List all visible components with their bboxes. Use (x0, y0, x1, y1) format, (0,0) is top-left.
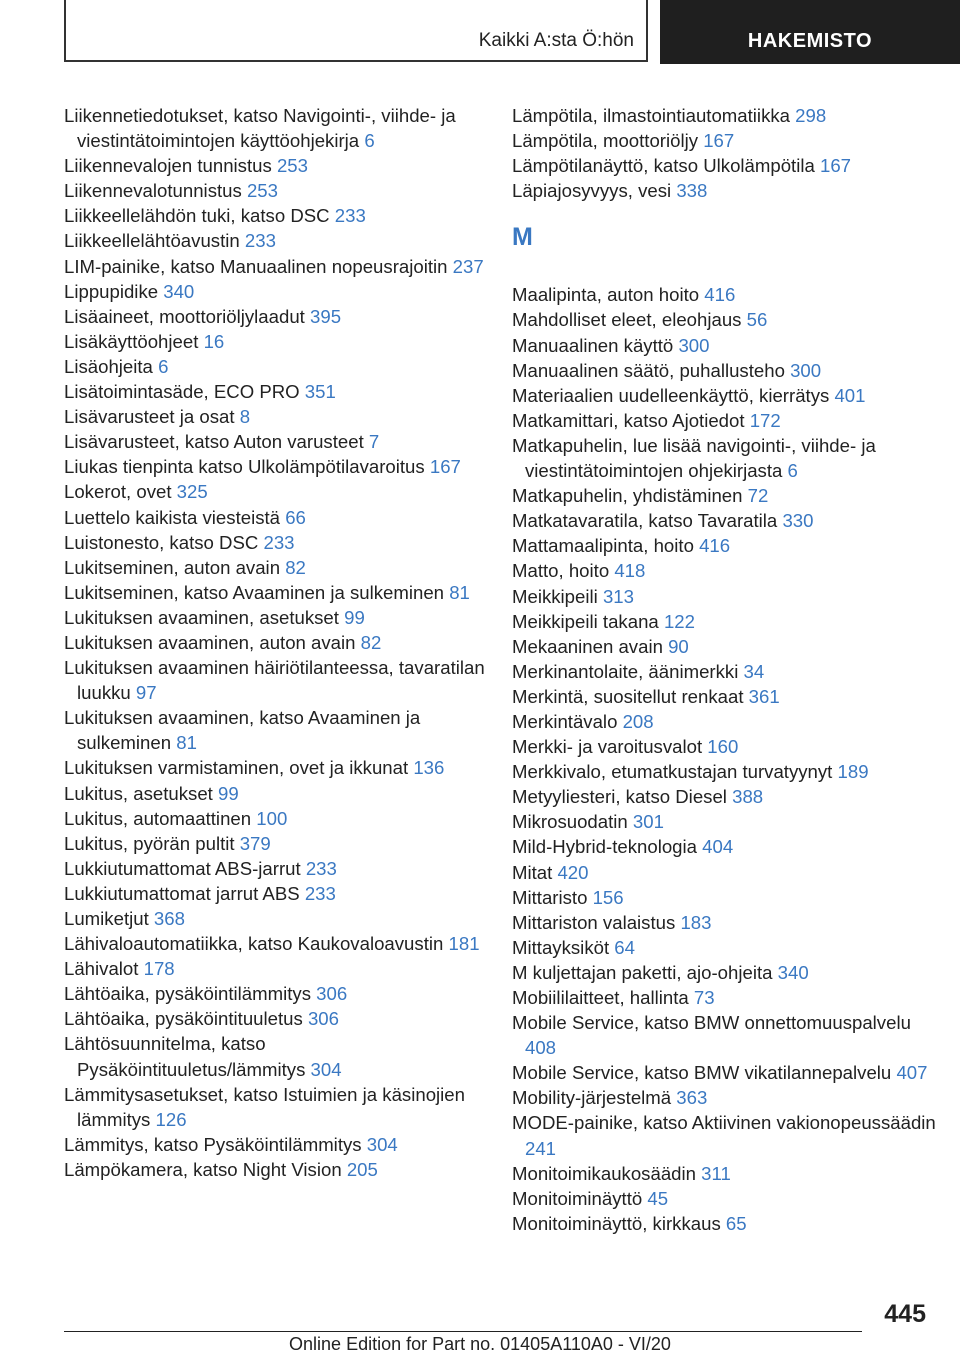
index-entry (512, 759, 942, 784)
page-reference-link[interactable]: 330 (782, 510, 814, 532)
index-entry-text: Mitat (512, 861, 553, 883)
index-entry-text: Lukituksen avaaminen, asetukset (64, 606, 339, 628)
index-entry-text: Lukituksen avaaminen, katso Avaaminen ja sulkeminen (64, 707, 421, 754)
index-entry-text: Lisätoimintasäde, ECO PRO (64, 381, 300, 403)
index-entry (512, 1085, 942, 1110)
index-entry-text: Matkapuhelin, yhdistäminen (512, 485, 743, 507)
page-reference-link[interactable]: 172 (749, 409, 781, 431)
index-entry-text: Luistonesto, katso DSC (64, 531, 259, 553)
page-reference-link[interactable]: 160 (707, 736, 739, 758)
index-entry (64, 1082, 494, 1132)
index-entry-text: Lippupidike (64, 280, 159, 302)
page-reference-link[interactable]: 420 (557, 861, 589, 883)
page-reference-link[interactable]: 361 (748, 685, 780, 707)
index-entry (512, 358, 942, 383)
index-entry (64, 1157, 494, 1182)
header-section-box (64, 0, 648, 62)
index-entry-text: Lämmitys, katso Pysäköintilämmitys (64, 1133, 362, 1155)
index-entry-text: Matkamittari, katso Ajotiedot (512, 409, 745, 431)
index-entry-text: Lisävarusteet, katso Auton varusteet (64, 431, 364, 453)
index-entry (64, 103, 494, 153)
index-entry-text: Lähivaloautomatiikka, katso Kaukovaloavustin (64, 933, 444, 955)
index-entry (64, 1006, 494, 1031)
page-reference-link[interactable]: 306 (307, 1008, 339, 1030)
page-reference-link[interactable]: 205 (346, 1158, 378, 1180)
index-entry-text: Lämpökamera, katso Night Vision (64, 1158, 342, 1180)
index-entry-text: M kuljettajan paketti, ajo-ohjeita (512, 961, 773, 983)
edition-note: Online Edition for Part no. 01405A110A0 - VI/20 (289, 1334, 671, 1354)
index-entry (64, 279, 494, 304)
page-reference-link[interactable]: 178 (143, 958, 175, 980)
index-entry-text: Liikennetiedotukset, katso Navigointi-, viihde- ja viestintätoimintojen käyttöohjekirja (64, 105, 456, 152)
page-reference-link[interactable]: 301 (632, 811, 664, 833)
index-entry-text: Lukkiutumattomat ABS-jarrut (64, 857, 301, 879)
page-reference-link[interactable]: 363 (676, 1087, 708, 1109)
index-entry-text: Mahdolliset eleet, eleohjaus (512, 309, 742, 331)
index-entry-text: Lähtösuunnitelma, katso Pysäköintituuletus/lämmitys (64, 1033, 306, 1080)
page-reference-link[interactable]: 325 (176, 481, 208, 503)
index-entry (64, 906, 494, 931)
index-entry-text: Läpiajosyvyys, vesi (512, 180, 672, 202)
index-entry (512, 935, 942, 960)
index-entry (64, 153, 494, 178)
page-reference-link[interactable]: 313 (602, 585, 634, 607)
index-entry-text: Mobiililaitteet, hallinta (512, 987, 689, 1008)
page-reference-link[interactable]: 233 (304, 882, 336, 904)
page-reference-link[interactable]: 233 (244, 230, 276, 252)
page-reference-link[interactable]: 233 (305, 857, 337, 879)
index-entry-text: Lähtöaika, pysäköintilämmitys (64, 983, 311, 1005)
index-entry-text: Matto, hoito (512, 560, 610, 582)
index-entry (512, 558, 942, 583)
index-entry-text: Luettelo kaikista viesteistä (64, 506, 281, 528)
index-entry (512, 860, 942, 885)
page-reference-link[interactable]: 100 (256, 807, 288, 829)
page-reference-link[interactable]: 136 (413, 757, 445, 779)
index-entry-text: Lisäohjeita (64, 355, 153, 377)
page-reference-link[interactable]: 6 (158, 355, 169, 377)
page-reference-link[interactable]: 90 (668, 635, 689, 657)
index-entry-text: Mekaaninen avain (512, 635, 663, 657)
page-reference-link[interactable]: 300 (790, 359, 822, 381)
index-entry-text: Liikkeellelähdön tuki, katso DSC (64, 205, 330, 227)
chapter-title: HAKEMISTO (747, 30, 873, 52)
page-reference-link[interactable]: 340 (163, 280, 195, 302)
index-entry-text: LIM-painike, katso Manuaalinen nopeusrajoitin (64, 255, 448, 277)
index-entry-text: Merkinantolaite, äänimerkki (512, 660, 739, 682)
index-entry-text: Meikkipeili takana (512, 610, 659, 632)
page-reference-link[interactable]: 404 (702, 836, 734, 858)
page-reference-link[interactable]: 181 (448, 933, 480, 955)
index-entry (512, 1161, 942, 1186)
page-reference-link[interactable]: 82 (360, 631, 382, 653)
index-entry (64, 329, 494, 354)
page-reference-link[interactable]: 126 (155, 1108, 187, 1130)
index-entry-text: Liukas tienpinta katso Ulkolämpötilavaroitus (64, 456, 425, 478)
index-entry-text: Liikennevalotunnistus (64, 180, 242, 202)
index-entry-text: Mattamaalipinta, hoito (512, 535, 694, 557)
index-entry-text: Mobile Service, katso BMW vikatilannepalvelu (512, 1062, 892, 1084)
index-entry (512, 1060, 942, 1085)
index-entry (512, 282, 942, 307)
index-entry (64, 228, 494, 253)
index-entry-text: Lisävarusteet ja osat (64, 406, 235, 428)
index-entry (64, 530, 494, 555)
index-entry (512, 307, 942, 332)
index-letter-heading: M (512, 223, 533, 252)
index-entry (512, 1110, 942, 1160)
index-entry (64, 203, 494, 228)
page-reference-link[interactable]: 233 (263, 531, 295, 553)
index-entry (64, 705, 494, 755)
page-reference-link[interactable]: 253 (276, 155, 308, 177)
index-entry (64, 806, 494, 831)
index-entry (512, 834, 942, 859)
page-reference-link[interactable]: 388 (732, 786, 764, 808)
index-entry-text: Manuaalinen käyttö (512, 334, 674, 356)
index-entry (512, 153, 942, 178)
page-reference-link[interactable]: 82 (285, 556, 306, 578)
index-entry-text: Mild-Hybrid-teknologia (512, 836, 697, 858)
page-reference-link[interactable]: 304 (310, 1058, 342, 1080)
index-entry (64, 304, 494, 329)
page-reference-link[interactable]: 300 (678, 334, 710, 356)
page-reference-link[interactable]: 407 (896, 1062, 928, 1084)
page-reference-link[interactable]: 189 (837, 761, 869, 783)
page-reference-link[interactable]: 338 (676, 180, 708, 202)
index-entry-text: Lähtöaika, pysäköintituuletus (64, 1008, 303, 1030)
index-entry (512, 584, 942, 609)
index-entry (64, 856, 494, 881)
index-entry-text: Matkapuhelin, lue lisää navigointi-, viihde- ja viestintätoimintojen ohjekirjasta (512, 434, 876, 482)
index-entry (64, 379, 494, 404)
index-entry (64, 479, 494, 504)
index-entry-text: Mobile Service, katso BMW onnettomuuspalvelu (512, 1012, 911, 1034)
page-reference-link[interactable]: 156 (592, 886, 624, 908)
index-entry (64, 755, 494, 780)
index-entry (512, 1211, 942, 1236)
page-reference-link[interactable]: 298 (795, 105, 827, 126)
index-entry-text: Lukitus, pyörän pultit (64, 832, 235, 854)
index-entry-text: Materiaalien uudelleenkäyttö, kierrätys (512, 384, 830, 406)
index-entry-text: Lisäkäyttöohjeet (64, 330, 199, 352)
index-entry-text: Manuaalinen säätö, puhallusteho (512, 359, 785, 381)
index-entry-text: Lukituksen avaaminen, auton avain (64, 631, 356, 653)
index-entry-text: Mittayksiköt (512, 936, 610, 958)
index-entry (64, 956, 494, 981)
index-entry (512, 634, 942, 659)
index-entry-text: Mittariston valaistus (512, 911, 676, 933)
index-entry-text: Lukitus, asetukset (64, 782, 213, 804)
index-entry (512, 433, 942, 483)
page-reference-link[interactable]: 73 (693, 987, 715, 1008)
index-entry (64, 178, 494, 203)
index-entry-text: Merkki- ja varoitusvalot (512, 736, 703, 758)
index-entry-text: Liikkeellelähtöavustin (64, 230, 240, 252)
index-entry-text: Matkatavaratila, katso Tavaratila (512, 510, 778, 532)
index-entry (64, 254, 494, 279)
page-reference-link[interactable]: 241 (525, 1137, 557, 1159)
index-entry (64, 454, 494, 479)
index-entry-text: Metyyliesteri, katso Diesel (512, 786, 727, 808)
index-entry-text: Lukituksen avaaminen häiriötilanteessa, tavaratilan luukku (64, 657, 485, 704)
page-reference-link[interactable]: 408 (525, 1037, 557, 1059)
index-entry (64, 354, 494, 379)
index-entry-text: Monitoimikaukosäädin (512, 1162, 696, 1184)
index-entry-text: Lämpötila, moottoriöljy (512, 130, 699, 152)
index-column-right (512, 103, 942, 1236)
index-entry (512, 128, 942, 153)
index-entry (512, 1186, 942, 1211)
page-reference-link[interactable]: 81 (449, 581, 470, 603)
index-entry (64, 505, 494, 530)
page-reference-link[interactable]: 6 (364, 130, 375, 152)
index-entry-text: Lokerot, ovet (64, 481, 172, 503)
index-entry-text: Lämmitysasetukset, katso Istuimien ja käsinojien lämmitys (64, 1083, 465, 1130)
index-entry-text: Meikkipeili (512, 585, 598, 607)
index-entry (64, 881, 494, 906)
index-entry (512, 483, 942, 508)
index-entry-text: Lukitus, automaattinen (64, 807, 252, 829)
page-reference-link[interactable]: 233 (334, 205, 366, 227)
page-reference-link[interactable]: 304 (366, 1133, 398, 1155)
index-entry-text: Lämpötilanäyttö, katso Ulkolämpötila (512, 155, 815, 177)
page-reference-link[interactable]: 6 (787, 460, 798, 482)
page-reference-link[interactable]: 34 (743, 660, 765, 682)
index-group-m (512, 282, 942, 1236)
index-entry (512, 408, 942, 433)
index-entry (64, 831, 494, 856)
index-entry (512, 383, 942, 408)
index-entry-text: Lukituksen varmistaminen, ovet ja ikkunat (64, 757, 409, 779)
page-reference-link[interactable]: 99 (344, 606, 365, 628)
page-reference-link[interactable]: 208 (622, 710, 654, 732)
index-entry (512, 709, 942, 734)
index-entry (512, 659, 942, 684)
index-entry (512, 985, 942, 1010)
index-entry (64, 580, 494, 605)
index-entry (64, 630, 494, 655)
index-entry (64, 781, 494, 806)
page-reference-link[interactable]: 16 (203, 330, 225, 352)
page-reference-link[interactable]: 167 (820, 155, 852, 177)
index-entry (64, 605, 494, 630)
page-reference-link[interactable]: 237 (452, 255, 484, 277)
index-entry-text: Liikennevalojen tunnistus (64, 155, 272, 177)
page-reference-link[interactable]: 64 (614, 936, 635, 958)
index-entry (512, 178, 942, 203)
page-reference-link[interactable]: 253 (246, 180, 278, 202)
page-reference-link[interactable]: 395 (310, 305, 342, 327)
index-entry (64, 1031, 494, 1081)
page-reference-link[interactable]: 122 (663, 610, 695, 632)
index-entry-text: MODE-painike, katso Aktiivinen vakionopeussäädin (512, 1112, 936, 1134)
page-number: 445 (884, 1300, 926, 1328)
index-entry-text: Lukkiutumattomat jarrut ABS (64, 882, 300, 904)
index-entry (512, 809, 942, 834)
page-reference-link[interactable]: 401 (834, 384, 866, 406)
index-entry (512, 684, 942, 709)
index-entry-text: Mikrosuodatin (512, 811, 628, 833)
page-reference-link[interactable]: 351 (304, 381, 336, 403)
page-reference-link[interactable]: 183 (680, 911, 712, 933)
page-reference-link[interactable]: 65 (725, 1212, 747, 1234)
page-reference-link[interactable]: 97 (135, 682, 157, 704)
index-entry (512, 1010, 942, 1060)
index-entry-text: Lämpötila, ilmastointiautomatiikka (512, 105, 790, 126)
section-title: Kaikki A:sta Ö:hön (478, 30, 634, 51)
index-entry (512, 885, 942, 910)
page-reference-link[interactable]: 416 (699, 535, 731, 557)
page-reference-link[interactable]: 7 (368, 431, 380, 453)
index-entry (512, 734, 942, 759)
index-entry-text: Lähivalot (64, 958, 139, 980)
index-entry (512, 960, 942, 985)
page-reference-link[interactable]: 311 (701, 1162, 731, 1184)
index-entry (512, 609, 942, 634)
index-entry (64, 931, 494, 956)
index-entry (512, 533, 942, 558)
index-entry (64, 655, 494, 705)
index-entry (512, 508, 942, 533)
page-reference-link[interactable]: 45 (647, 1187, 669, 1209)
page-reference-link[interactable]: 66 (285, 506, 306, 528)
index-entry-text: Merkintä, suositellut renkaat (512, 685, 744, 707)
page-reference-link[interactable]: 167 (703, 130, 735, 152)
page-reference-link[interactable]: 56 (746, 309, 768, 331)
page-reference-link[interactable]: 167 (429, 456, 461, 478)
page-reference-link[interactable]: 379 (239, 832, 271, 854)
page-reference-link[interactable]: 72 (747, 485, 769, 507)
footer-divider (64, 1331, 862, 1332)
index-entry-text: Lukitseminen, katso Avaaminen ja sulkeminen (64, 581, 445, 603)
index-entry-text: Lumiketjut (64, 908, 149, 929)
index-entry (512, 333, 942, 358)
index-entry (512, 784, 942, 809)
index-entry (64, 1132, 494, 1157)
index-entry (64, 404, 494, 429)
index-entry (512, 910, 942, 935)
page-reference-link[interactable]: 416 (704, 284, 736, 306)
index-entry (512, 103, 942, 128)
page-reference-link[interactable]: 418 (614, 560, 646, 582)
index-column-left (64, 103, 494, 1182)
index-entry (64, 555, 494, 580)
index-entry-text: Monitoiminäyttö, kirkkaus (512, 1212, 721, 1234)
index-entry-text: Mobility-järjestelmä (512, 1087, 672, 1109)
index-entry-text: Lisäaineet, moottoriöljylaadut (64, 305, 305, 327)
page-reference-link[interactable]: 306 (316, 983, 348, 1005)
page-reference-link[interactable]: 8 (239, 406, 251, 428)
index-entry (64, 429, 494, 454)
index-entry-text: Merkintävalo (512, 710, 618, 732)
index-group-l-continued (512, 103, 942, 203)
page-reference-link[interactable]: 99 (218, 782, 239, 804)
index-entry-text: Maalipinta, auton hoito (512, 284, 700, 306)
index-entry-text: Monitoiminäyttö (512, 1187, 643, 1209)
header-chapter-tab (660, 0, 960, 64)
index-entry (64, 981, 494, 1006)
page-reference-link[interactable]: 340 (777, 961, 809, 983)
index-entry-text: Merkkivalo, etumatkustajan turvatyynyt (512, 761, 833, 783)
page-reference-link[interactable]: 368 (153, 908, 185, 929)
index-entry-text: Mittaristo (512, 886, 588, 908)
page-reference-link[interactable]: 81 (176, 732, 197, 754)
index-entry-text: Lukitseminen, auton avain (64, 556, 281, 578)
